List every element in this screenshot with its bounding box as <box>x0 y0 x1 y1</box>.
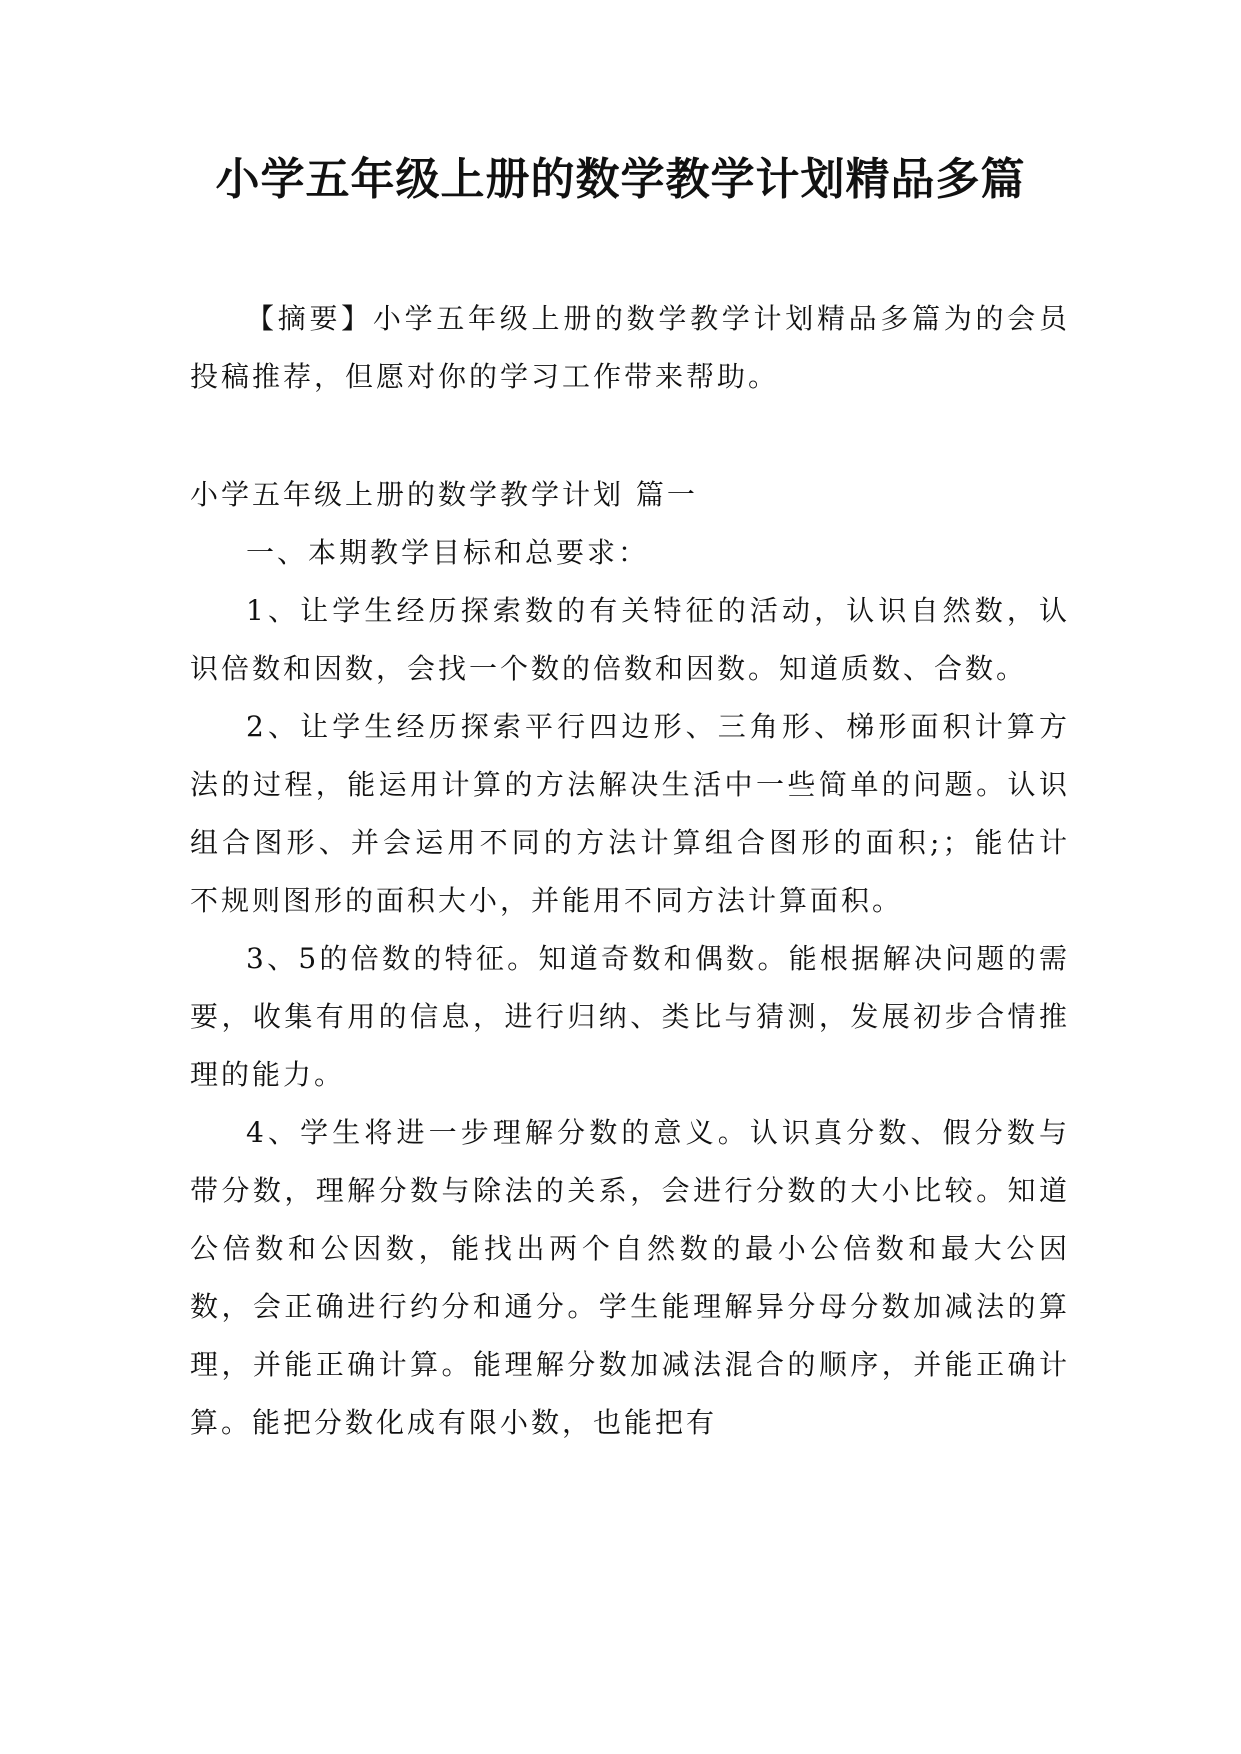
document-title: 小学五年级上册的数学教学计划精品多篇 <box>215 154 1026 205</box>
section-heading: 小学五年级上册的数学教学计划 篇一 <box>190 478 698 511</box>
paragraph-2: 2、让学生经历探索平行四边形、三角形、梯形面积计算方法的过程，能运用计算的方法解决生活中一些简单的问题。认识组合图形、并会运用不同的方法计算组合图形的面积;；能估计不规则图形的面积大小，并能用不同方法计算面积。 <box>190 710 1070 917</box>
paragraph-1: 1、让学生经历探索数的有关特征的活动，认识自然数，认识倍数和因数，会找一个数的倍数和因数。知道质数、合数。 <box>190 594 1070 685</box>
paragraph-4: 4、学生将进一步理解分数的意义。认识真分数、假分数与带分数，理解分数与除法的关系，会进行分数的大小比较。知道公倍数和公因数，能找出两个自然数的最小公倍数和最大公因数，会正确进行约分和通分。学生能理解异分母分数加减法的算理，并能正确计算。能理解分数加减法混合的顺序，并能正确计算。能把分数化成有限小数，也能把有 <box>190 1116 1070 1439</box>
paragraph-3: 3、5的倍数的特征。知道奇数和偶数。能根据解决问题的需要，收集有用的信息，进行归纳、类比与猜测，发展初步合情推理的能力。 <box>190 942 1070 1091</box>
subheading: 一、本期教学目标和总要求： <box>246 536 650 569</box>
abstract-paragraph: 【摘要】小学五年级上册的数学教学计划精品多篇为的会员投稿推荐，但愿对你的学习工作带来帮助。 <box>190 302 1070 393</box>
document-body <box>190 290 1070 1452</box>
